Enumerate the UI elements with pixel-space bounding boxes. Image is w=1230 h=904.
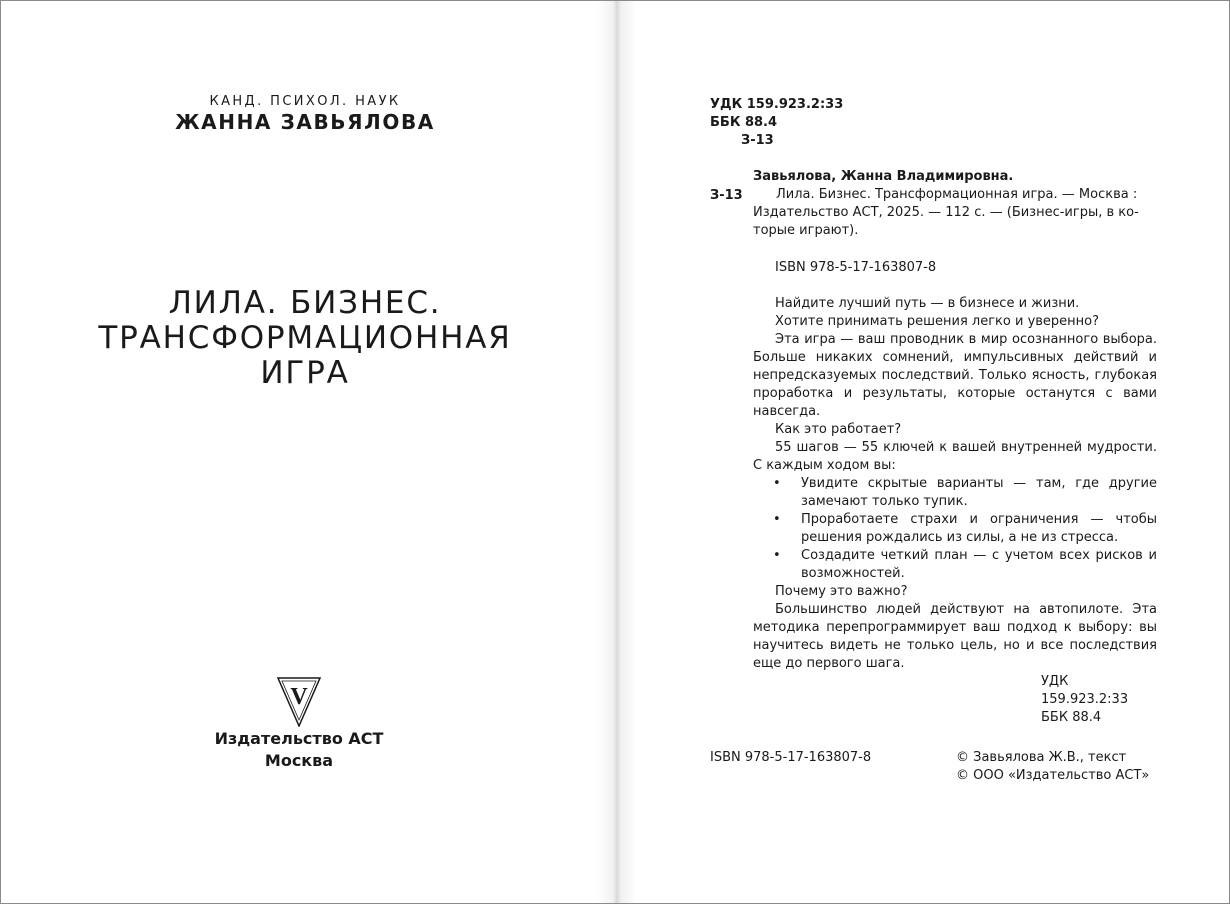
annotation-line: Найдите лучший путь — в бизнесе и жизни. (775, 296, 1080, 311)
publisher-block (1, 728, 597, 772)
footer-isbn: ISBN 978-5-17-163807-8 (710, 750, 872, 765)
title-line: ИГРА (260, 355, 350, 391)
author-sign-side: З-13 (710, 188, 743, 203)
bullet-icon: • (773, 512, 781, 527)
bullet-icon: • (773, 476, 781, 491)
logo-letter: V (290, 684, 308, 710)
author-name: ЖАННА ЗАВЬЯЛОВА (175, 110, 435, 134)
bbk-code-bottom: ББК 88.4 (1041, 710, 1102, 725)
publisher-name: Издательство АСТ (214, 729, 384, 748)
annotation-paragraph: Большинство людей действуют на автопилоте. Эта методика перепрограммирует ваш подход к выбору: вы научитесь видеть не только цель, но и все последствия еще до первого шага. (753, 602, 1157, 671)
bullet-text: Проработаете страхи и ограничения — чтобы решения рождались из силы, а не из стресса. (801, 512, 1157, 545)
author-degree: КАНД. ПСИХОЛ. НАУК (209, 94, 401, 109)
annotation-question: Как это работает? (775, 422, 902, 437)
udk-code: УДК 159.923.2:33 (710, 97, 844, 112)
bbk-code: ББК 88.4 (710, 115, 778, 130)
annotation-line: Хотите принимать решения легко и уверенно? (775, 314, 1100, 329)
bullet-icon: • (773, 548, 781, 563)
annotation-paragraph: Эта игра — ваш проводник в мир осознанного выбора. Больше никаких сомнений, импульсивных действий и непредсказуемых последствий. Только ясность, глубокая проработка и результаты, которые останутся с вами навсегда. (753, 332, 1157, 419)
annotation-paragraph: 55 шагов — 55 ключей к вашей внутренней мудрости. С каждым ходом вы: (753, 440, 1157, 473)
annotation-question: Почему это важно? (775, 584, 908, 599)
isbn: ISBN 978-5-17-163807-8 (775, 260, 937, 275)
bib-line: Издательство АСТ, 2025. — 112 с. — (Бизнес-игры, в ко- (753, 205, 1139, 220)
annotation (753, 295, 1157, 727)
bullet-item (753, 547, 1157, 583)
title-page (1, 1, 613, 903)
author-sign: З-13 (741, 133, 774, 148)
bullet-item (753, 475, 1157, 511)
title-line: ТРАНСФОРМАЦИОННАЯ (98, 320, 512, 356)
bullet-item (753, 511, 1157, 547)
title-line: ЛИЛА. БИЗНЕС. (168, 285, 442, 321)
author-full-name: Завьялова, Жанна Владимировна. (753, 169, 1014, 184)
bullet-text: Увидите скрытые варианты — там, где другие замечают только тупик. (801, 476, 1157, 509)
bib-line: Лила. Бизнес. Трансформационная игра. — Москва : (776, 187, 1138, 202)
bib-line: торые играют). (753, 223, 859, 238)
publisher-city: Москва (264, 751, 334, 770)
publisher-logo-icon (277, 677, 321, 727)
book-title (1, 286, 609, 391)
copyright-publisher: © ООО «Издательство АСТ» (956, 768, 1150, 783)
bullet-text: Создадите четкий план — с учетом всех рисков и возможностей. (801, 548, 1157, 581)
udk-code-bottom: УДК 159.923.2:33 (1041, 674, 1129, 707)
copyright-author: © Завьялова Ж.В., текст (956, 750, 1127, 765)
